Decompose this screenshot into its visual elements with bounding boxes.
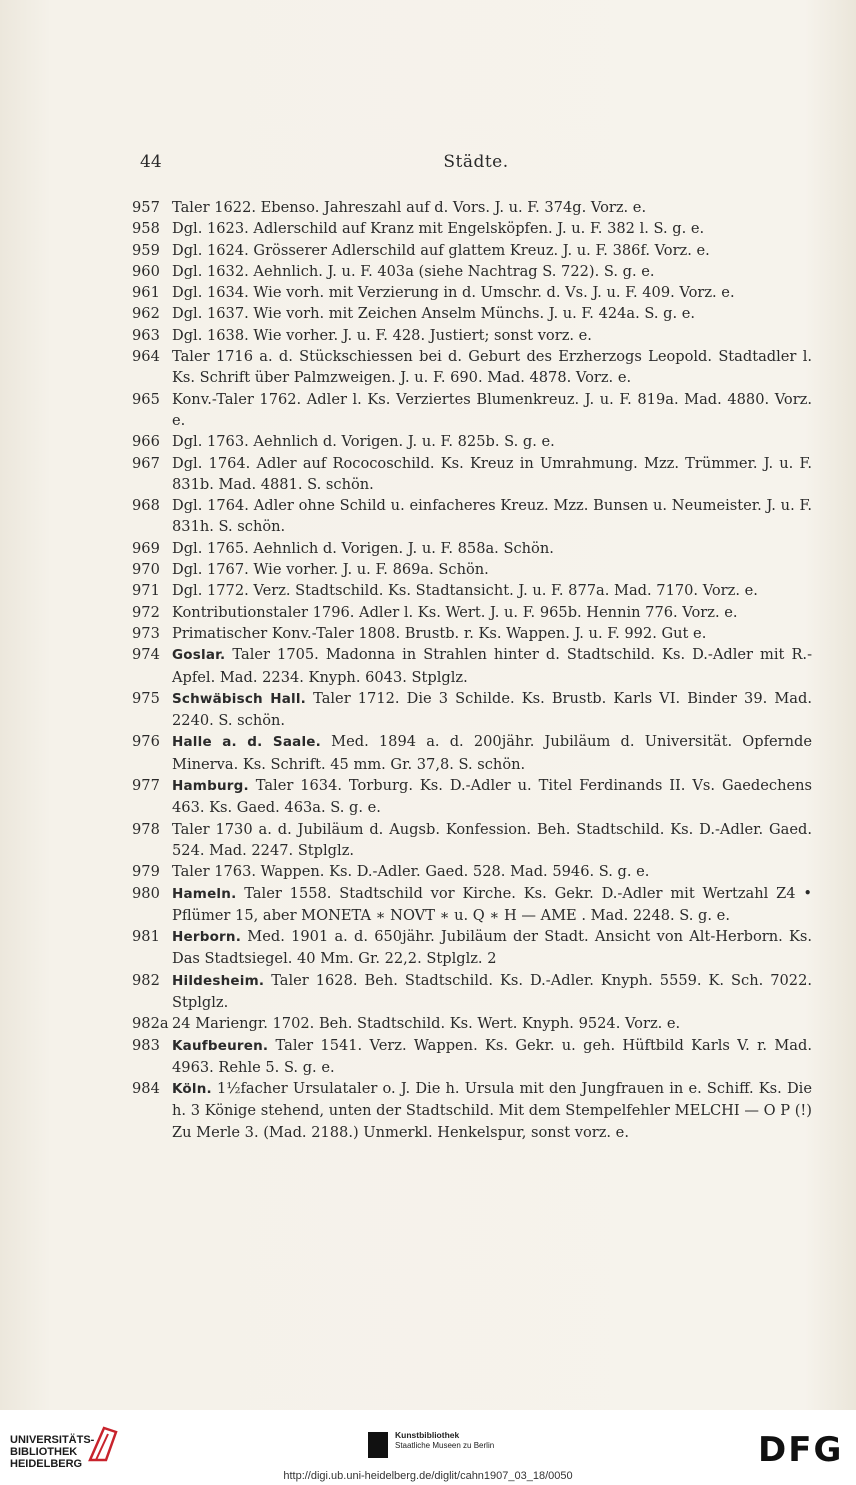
entry-description: Med. 1901 a. d. 650jähr. Jubiläum der Stadt. Ansicht von Alt-Herborn. Ks. Das Stadtsiegel. 40 Mm. Gr. 22,2. Stplglz. 2 — [172, 928, 813, 968]
source-url-link[interactable]: http://digi.ub.uni-heidelberg.de/diglit/cahn1907_03_18/0050 — [283, 1470, 573, 1482]
entry-number: 982 — [132, 971, 160, 989]
entry-description: Taler 1730 a. d. Jubiläum d. Augsb. Konfession. Beh. Stadtschild. Ks. D.-Adler. Gaed. 524. Mad. 2247. Stplglz. — [172, 820, 812, 859]
entry-number: 960 — [132, 262, 160, 280]
entry-description: Dgl. 1764. Adler auf Rococoschild. Ks. Kreuz in Umrahmung. Mzz. Trümmer. J. u. F. 831b. Mad. 4881. S. schön. — [172, 454, 812, 493]
catalog-entry — [132, 926, 812, 970]
entry-text — [172, 261, 812, 282]
entry-number: 958 — [132, 220, 160, 238]
catalog-entry — [132, 240, 812, 261]
catalog-entry — [132, 580, 812, 601]
entry-description: Dgl. 1634. Wie vorh. mit Verzierung in d. Umschr. d. Vs. J. u. F. 409. Vorz. e. — [172, 284, 735, 302]
entry-text — [172, 346, 812, 389]
entry-description: 1½facher Ursulataler o. J. Die h. Ursula mit den Jungfrauen in e. Schiff. Ks. Die h. 3 Könige stehend, unten der Stadtschild. Mit dem Stempelfehler MELCHI — O P (!) Zu Merle 3. (Mad. 2188.) Unmerkl. Henkelspur, sonst vorz. e. — [172, 1080, 812, 1141]
running-title: Städte. — [443, 152, 509, 172]
entry-text — [172, 861, 812, 882]
entry-text — [172, 731, 812, 775]
entry-text — [172, 883, 812, 927]
catalog-entry — [132, 861, 812, 882]
catalog-entry — [132, 1078, 812, 1143]
entry-number: 972 — [132, 603, 160, 621]
entry-number: 977 — [132, 777, 160, 795]
catalog-entry — [132, 623, 812, 644]
university-line-2: BIBLIOTHEK — [10, 1446, 78, 1458]
entry-number: 968 — [132, 497, 160, 515]
entry-description: Taler 1705. Madonna in Strahlen hinter d. Stadtschild. Ks. D.-Adler mit R.-Apfel. Mad. 2234. Knyph. 6043. Stplglz. — [172, 646, 812, 686]
entry-description: Taler 1541. Verz. Wappen. Ks. Gekr. u. geh. Hüftbild Karls V. r. Mad. 4963. Rehle 5. S. g. e. — [172, 1036, 812, 1076]
entry-text — [172, 538, 812, 559]
entry-number: 984 — [132, 1080, 160, 1098]
entry-number: 966 — [132, 433, 160, 451]
catalog-entry — [132, 883, 812, 927]
entry-place: Hamburg. — [172, 778, 249, 795]
entry-text — [172, 688, 812, 732]
entry-description: Taler 1622. Ebenso. Jahreszahl auf d. Vors. J. u. F. 374g. Vorz. e. — [172, 199, 647, 216]
entry-description: Dgl. 1767. Wie vorher. J. u. F. 869a. Schön. — [172, 561, 489, 579]
entry-number: 969 — [132, 539, 160, 557]
entry-place: Köln. — [172, 1081, 212, 1098]
entry-number: 973 — [132, 624, 160, 642]
entry-description: Dgl. 1623. Adlerschild auf Kranz mit Engelsköpfen. J. u. F. 382 l. S. g. e. — [172, 220, 705, 238]
dfg-logo[interactable]: DFG — [758, 1430, 844, 1470]
catalog-entry — [132, 970, 812, 1014]
page-header — [140, 152, 812, 176]
entry-description: Dgl. 1765. Aehnlich d. Vorigen. J. u. F. 858a. Schön. — [172, 539, 554, 557]
entry-place: Herborn. — [172, 929, 242, 946]
entry-number: 975 — [132, 689, 160, 707]
catalog-entry — [132, 602, 812, 623]
catalog-entry — [132, 775, 812, 819]
entry-text — [172, 775, 812, 819]
entry-text — [172, 431, 812, 452]
university-emblem-icon — [86, 1424, 120, 1464]
entry-description: Taler 1716 a. d. Stückschiessen bei d. Geburt des Erzherzogs Leopold. Stadtadler l. Ks. Schrift über Palmzweigen. J. u. F. 690. Mad. 4878. Vorz. e. — [172, 348, 812, 387]
university-line-3: HEIDELBERG — [10, 1458, 83, 1470]
entry-text — [172, 325, 812, 346]
catalog-entry — [132, 731, 812, 775]
entry-number: 983 — [132, 1036, 160, 1054]
entry-number: 982a — [132, 1015, 169, 1033]
entry-text — [172, 580, 812, 601]
entry-text — [172, 495, 812, 538]
entry-number: 976 — [132, 733, 160, 751]
page-number: 44 — [140, 152, 162, 172]
catalog-entry — [132, 218, 812, 239]
entry-description: Dgl. 1637. Wie vorh. mit Zeichen Anselm Münchs. J. u. F. 424a. S. g. e. — [172, 305, 696, 323]
catalog-entry — [132, 538, 812, 559]
entry-place: Schwäbisch Hall. — [172, 690, 306, 707]
entry-text — [172, 303, 812, 324]
catalog-entry — [132, 1013, 812, 1034]
catalog-entry — [132, 1035, 812, 1079]
kunstbibliothek-logo-icon — [368, 1432, 388, 1458]
entry-text — [172, 240, 812, 261]
catalog-entry — [132, 303, 812, 324]
entry-description: Kontributionstaler 1796. Adler l. Ks. Wert. J. u. F. 965b. Hennin 776. Vorz. e. — [172, 603, 738, 621]
entry-text — [172, 1013, 812, 1034]
entry-description: Konv.-Taler 1762. Adler l. Ks. Verziertes Blumenkreuz. J. u. F. 819a. Mad. 4880. Vorz. e. — [172, 390, 812, 429]
entry-text — [172, 926, 812, 970]
entry-description: Taler 1634. Torburg. Ks. D.-Adler u. Titel Ferdinands II. Vs. Gaedechens 463. Ks. Gaed. 463a. S. g. e. — [172, 777, 813, 817]
entry-number: 974 — [132, 646, 160, 664]
entry-description: Dgl. 1764. Adler ohne Schild u. einfacheres Kreuz. Mzz. Bunsen u. Neumeister. J. u. F. 831h. S. schön. — [172, 497, 812, 536]
entry-number: 961 — [132, 284, 160, 302]
entry-number: 971 — [132, 582, 160, 600]
catalog-entry — [132, 644, 812, 688]
catalog-entries — [132, 197, 812, 1143]
catalog-entry — [132, 282, 812, 303]
entry-description: Taler 1628. Beh. Stadtschild. Ks. D.-Adler. Knyph. 5559. K. Sch. 7022. Stplglz. — [172, 971, 813, 1011]
entry-description: Dgl. 1638. Wie vorher. J. u. F. 428. Justiert; sonst vorz. e. — [172, 326, 592, 344]
entry-text — [172, 218, 812, 239]
entry-number: 980 — [132, 884, 160, 902]
catalog-entry — [132, 495, 812, 538]
catalog-entry — [132, 819, 812, 862]
entry-place: Kaufbeuren. — [172, 1037, 269, 1054]
kb-name: Kunstbibliothek — [395, 1430, 460, 1440]
entry-text — [172, 282, 812, 303]
entry-number: 967 — [132, 454, 160, 472]
catalog-entry — [132, 197, 812, 218]
catalog-entry — [132, 346, 812, 389]
entry-number: 981 — [132, 928, 160, 946]
entry-text — [172, 1035, 812, 1079]
catalog-entry — [132, 453, 812, 496]
entry-text — [172, 453, 812, 496]
entry-number: 965 — [132, 390, 160, 408]
entry-number: 957 — [132, 199, 160, 216]
entry-text — [172, 559, 812, 580]
entry-description: Med. 1894 a. d. 200jähr. Jubiläum d. Universität. Opfernde Minerva. Ks. Schrift. 45 mm. Gr. 37,8. S. schön. — [172, 733, 813, 773]
catalog-entry — [132, 688, 812, 732]
entry-number: 964 — [132, 348, 160, 366]
entry-description: Taler 1763. Wappen. Ks. D.-Adler. Gaed. 528. Mad. 5946. S. g. e. — [172, 863, 650, 881]
entry-text — [172, 602, 812, 623]
entry-text — [172, 644, 812, 688]
entry-number: 970 — [132, 561, 160, 579]
university-line-1: UNIVERSITÄTS- — [10, 1434, 95, 1446]
catalog-entry — [132, 559, 812, 580]
entry-number: 959 — [132, 241, 160, 259]
entry-text — [172, 1078, 812, 1143]
kunstbibliothek-text[interactable] — [395, 1430, 494, 1451]
entry-description: Taler 1712. Die 3 Schilde. Ks. Brustb. Karls VI. Binder 39. Mad. 2240. S. schön. — [172, 689, 812, 730]
catalog-entry — [132, 431, 812, 452]
entry-number: 962 — [132, 305, 160, 323]
catalog-entry — [132, 325, 812, 346]
footer-bar — [0, 1410, 856, 1485]
entry-description: Dgl. 1624. Grösserer Adlerschild auf glattem Kreuz. J. u. F. 386f. Vorz. e. — [172, 241, 710, 259]
entry-description: Taler 1558. Stadtschild vor Kirche. Ks. Gekr. D.-Adler mit Wertzahl Z4 • Pflümer 15, aber MONETA ∗ NOVT ∗ u. Q ∗ H — AME . Mad. 2248. S. g. e. — [172, 884, 812, 924]
entry-text — [172, 389, 812, 432]
entry-number: 979 — [132, 863, 160, 881]
entry-text — [172, 197, 812, 218]
entry-description: Dgl. 1763. Aehnlich d. Vorigen. J. u. F. 825b. S. g. e. — [172, 433, 555, 451]
entry-description: Primatischer Konv.-Taler 1808. Brustb. r. Ks. Wappen. J. u. F. 992. Gut e. — [172, 624, 707, 642]
entry-description: Dgl. 1632. Aehnlich. J. u. F. 403a (siehe Nachtrag S. 722). S. g. e. — [172, 262, 655, 280]
entry-text — [172, 623, 812, 644]
kb-sub: Staatliche Museen zu Berlin — [395, 1441, 495, 1450]
entry-description: Dgl. 1772. Verz. Stadtschild. Ks. Stadtansicht. J. u. F. 877a. Mad. 7170. Vorz. e. — [172, 582, 758, 600]
entry-text — [172, 819, 812, 862]
entry-description: 24 Mariengr. 1702. Beh. Stadtschild. Ks. Wert. Knyph. 9524. Vorz. e. — [172, 1015, 681, 1033]
catalog-entry — [132, 261, 812, 282]
university-library-logo[interactable] — [10, 1434, 94, 1470]
entry-number: 963 — [132, 326, 160, 344]
entry-place: Halle a. d. Saale. — [172, 734, 321, 751]
entry-place: Hildesheim. — [172, 972, 265, 989]
entry-number: 978 — [132, 820, 160, 838]
entry-text — [172, 970, 812, 1014]
catalog-entry — [132, 389, 812, 432]
entry-place: Hameln. — [172, 885, 237, 902]
entry-place: Goslar. — [172, 647, 226, 664]
